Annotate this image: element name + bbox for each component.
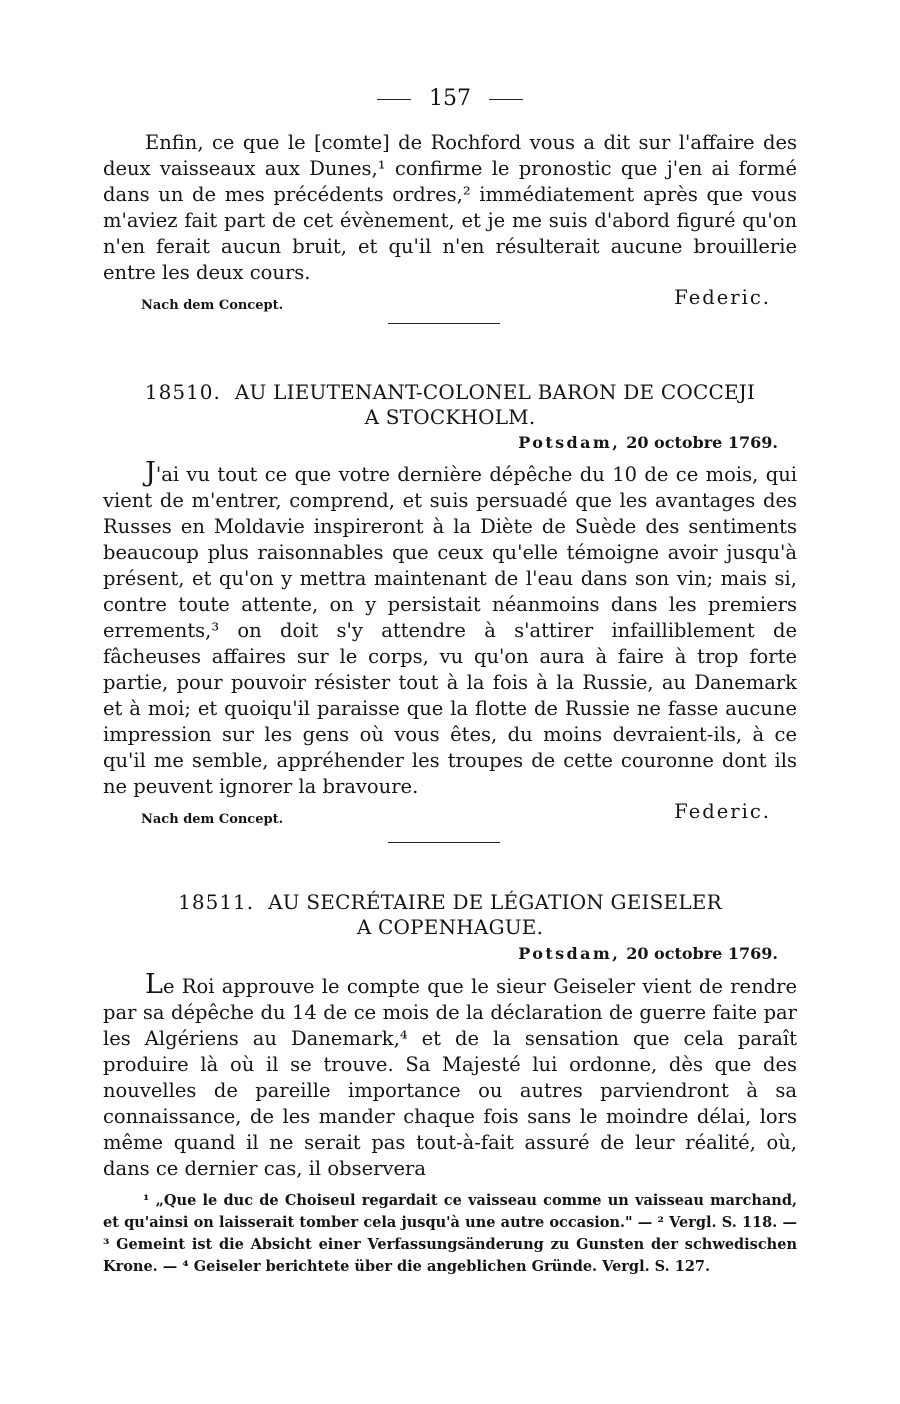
letter-18510-recipient: AU LIEUTENANT-COLONEL BARON DE COCCEJI bbox=[234, 380, 756, 404]
letter-18511-heading-line1 bbox=[0, 890, 900, 915]
letter-18510-signature-row bbox=[103, 800, 797, 826]
letter-18511-place: Potsdam, bbox=[518, 944, 621, 963]
intro-signature-row bbox=[103, 286, 797, 312]
intro-paragraph: Enfin, ce que le [comte] de Rochford vous a dit sur l'affaire des deux vaisseaux aux Dunes,¹ confirme le pronostic que j'en ai formé dans un de mes précédents ordres,² immédiatement après que vous m'aviez fait part de cet évènement, et je me suis d'abord figuré qu'on n'en ferait aucun bruit, et qu'il n'en résulterait aucune brouillerie entre les deux cours. bbox=[103, 131, 797, 284]
section-divider-1 bbox=[388, 323, 500, 324]
letter-18510-date: 20 octobre 1769. bbox=[626, 433, 778, 452]
footnote-text: ¹ „Que le duc de Choiseul regardait ce vaisseau comme un vaisseau marchand, et qu'ainsi on laisserait tomber cela jusqu'à une autre occasion." — ² Vergl. S. 118. — ³ Gemeint ist die Absicht einer Verfassungsänderung zu Gunsten der schwedischen Krone. — ⁴ Geiseler berichtete über die angeblichen Gründe. Vergl. S. 127. bbox=[103, 1192, 797, 1275]
letter-18510-body bbox=[103, 457, 797, 827]
header-dash-right bbox=[489, 99, 523, 100]
letter-18511-number: 18511. bbox=[178, 890, 255, 914]
letter-18510-text: 'ai vu tout ce que votre dernière dépêche du 10 de ce mois, qui vient de m'entrer, comprend, et suis persuadé que les avantages des Russes en Moldavie inspireront à la Diète de Suède des sentiments beaucoup plus raisonnables que ceux qu'elle témoigne avoir jusqu'à présent, et qu'on y mettra maintenant de l'eau dans son vin; mais si, contre toute attente, on y persistait néanmoins dans les premiers errements,³ on doit s'y attendre à s'attirer infailliblement de fâcheuses affaires sur le corps, vu qu'on aura à faire à trop forte partie, pour pouvoir résister tout à la fois à la Russie, au Danemark et à moi; et quoiqu'il paraisse que la flotte de Russie ne fasse aucune impression sur les gens où vous êtes, du moins devraient-ils, à ce qu'il me semble, appréhender les troupes de cette couronne dont ils ne peuvent ignorer la bravoure. bbox=[103, 463, 797, 798]
letter-18511-text: e Roi approuve le compte que le sieur Geiseler vient de rendre par sa dépêche du 14 de ce mois de la déclaration de guerre faite par les Algériens au Danemark,⁴ et de la sensation que cela paraît produire là où il se trouve. Sa Majesté lui ordonne, dès que des nouvelles de pareille importance ou autres parviendront à sa connaissance, de les mander chaque fois sans le moindre délai, lors même quand il ne serait pas tout-à-fait assuré de leur réalité, où, dans ce dernier cas, il observera bbox=[103, 975, 797, 1180]
letter-18511-recipient: AU SECRÉTAIRE DE LÉGATION GEISELER bbox=[268, 890, 722, 914]
intro-section bbox=[103, 130, 797, 312]
letter-18511-initial: L bbox=[145, 969, 163, 1000]
letter-18510-heading-line1 bbox=[0, 380, 900, 405]
letter-18511-location: A COPENHAGUE. bbox=[356, 915, 544, 939]
footnotes bbox=[103, 1190, 797, 1278]
letter-18510-source-note: Nach dem Concept. bbox=[141, 812, 284, 827]
intro-source-note: Nach dem Concept. bbox=[141, 298, 284, 313]
letter-18511-body bbox=[103, 969, 797, 1182]
letter-18510-paragraph bbox=[103, 457, 797, 800]
letter-18511-heading bbox=[0, 890, 900, 940]
header-dash-left bbox=[377, 99, 411, 100]
letter-18511-dateline bbox=[518, 944, 778, 963]
letter-18511-date: 20 octobre 1769. bbox=[626, 944, 778, 963]
letter-18510-place: Potsdam, bbox=[518, 433, 621, 452]
page-number: 157 bbox=[429, 86, 471, 111]
letter-18510-initial: J bbox=[145, 457, 156, 488]
letter-18510-signature: Federic. bbox=[674, 800, 771, 823]
page-header bbox=[0, 86, 900, 111]
section-divider-2 bbox=[388, 842, 500, 843]
letter-18511-paragraph bbox=[103, 969, 797, 1182]
letter-18510-location: A STOCKHOLM. bbox=[364, 405, 536, 429]
letter-18510-number: 18510. bbox=[144, 380, 221, 404]
letter-18510-dateline bbox=[518, 433, 778, 452]
letter-18510-heading bbox=[0, 380, 900, 430]
intro-signature: Federic. bbox=[674, 286, 771, 309]
